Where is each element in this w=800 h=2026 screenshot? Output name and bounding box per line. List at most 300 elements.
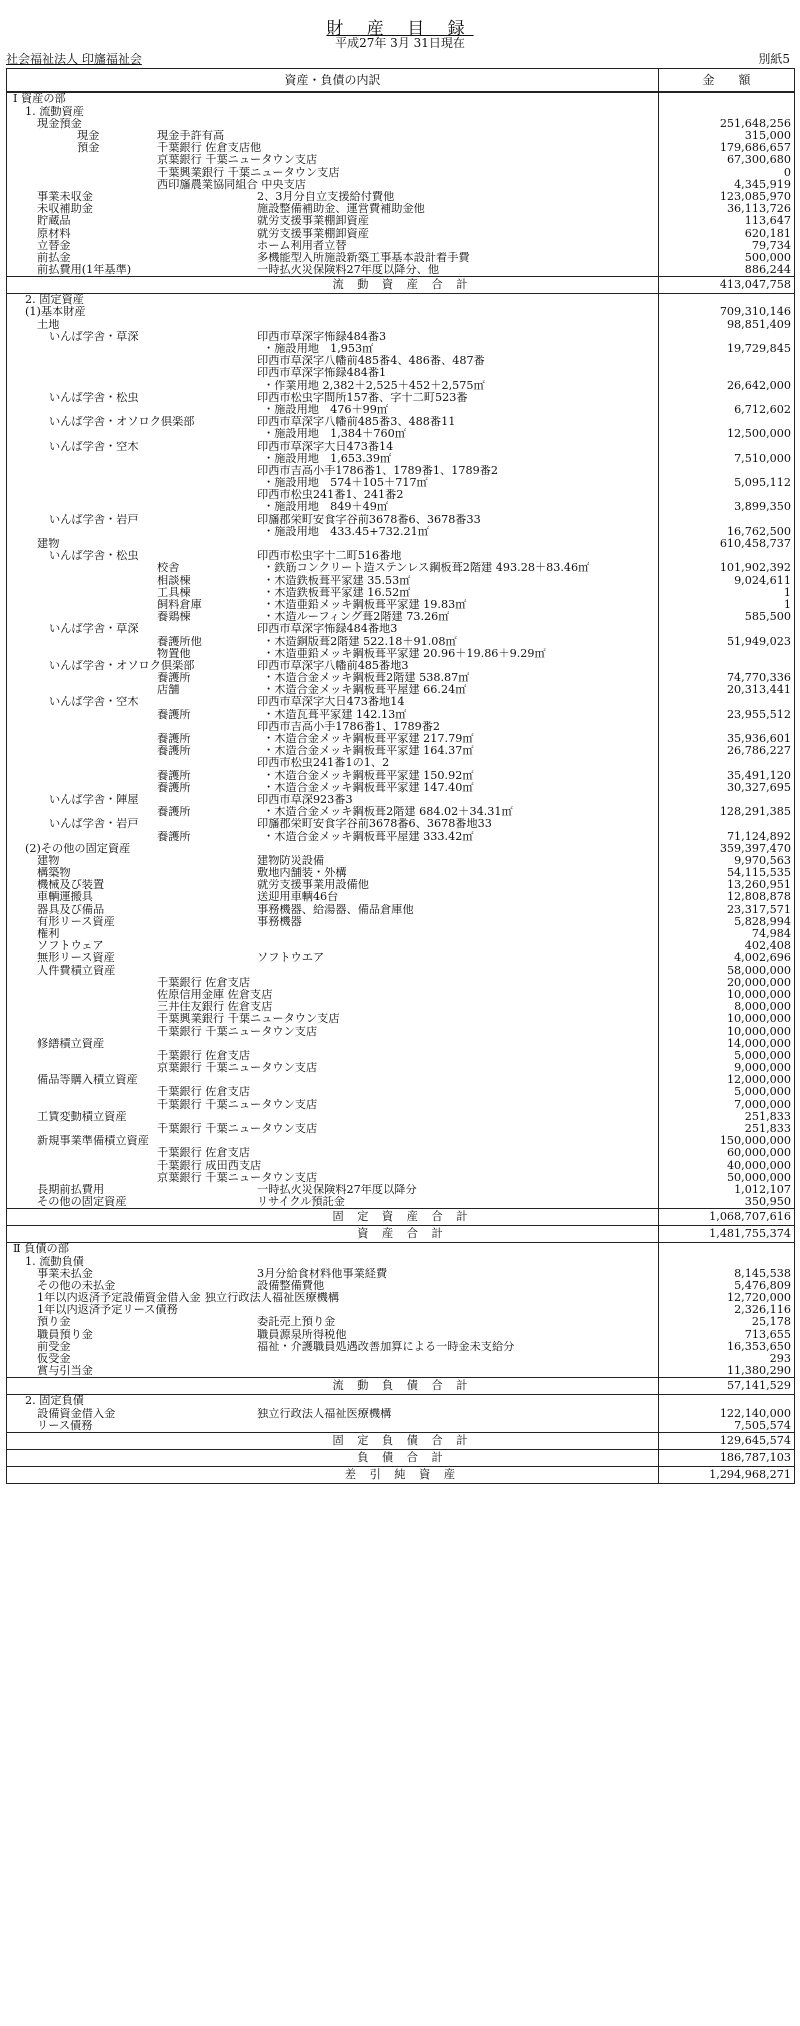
row-label: 立替金 bbox=[37, 239, 71, 251]
row-item-cell bbox=[7, 1365, 659, 1378]
row-amount: 251,648,256 bbox=[659, 117, 795, 129]
row-amount: 610,458,737 bbox=[659, 538, 795, 550]
row-label: 養護所 bbox=[157, 672, 191, 684]
row-label: 1. 流動資産 bbox=[25, 105, 84, 117]
row-amount: 251,833 bbox=[659, 1110, 795, 1122]
row-label: 1年以内返済予定リース債務 bbox=[37, 1304, 178, 1316]
row-amount: 58,000,000 bbox=[659, 964, 795, 976]
row-amount: 20,313,441 bbox=[659, 684, 795, 696]
row-description: 現金手許有高 bbox=[157, 130, 225, 142]
row-label: 2. 固定負債 bbox=[25, 1395, 84, 1407]
table-row bbox=[7, 1037, 795, 1049]
table-row bbox=[7, 647, 795, 659]
table-row bbox=[7, 264, 795, 277]
row-description: 印西市松虫字間所157番、字十二町523番 bbox=[257, 391, 468, 403]
row-amount bbox=[659, 92, 795, 105]
row-item-cell bbox=[7, 538, 659, 550]
row-description: 千葉銀行 千葉ニュータウン支店 bbox=[157, 1098, 318, 1110]
row-label: 養鶏棟 bbox=[157, 611, 191, 623]
row-amount: 402,408 bbox=[659, 940, 795, 952]
row-item-cell bbox=[7, 1316, 659, 1328]
row-item-cell bbox=[7, 1292, 659, 1304]
row-description: ・作業用地 2,382＋2,525＋452＋2,575㎡ bbox=[263, 379, 485, 391]
row-label: ソフトウェア bbox=[37, 940, 104, 952]
row-item-cell bbox=[7, 720, 659, 732]
table-row bbox=[7, 1340, 795, 1352]
table-row bbox=[7, 513, 795, 525]
row-amount: 129,645,574 bbox=[659, 1432, 795, 1449]
row-amount: 5,000,000 bbox=[659, 1049, 795, 1061]
table-row bbox=[7, 1062, 795, 1074]
row-item-cell bbox=[7, 1304, 659, 1316]
table-row bbox=[7, 1419, 795, 1432]
row-amount: 8,145,538 bbox=[659, 1267, 795, 1279]
row-amount: 40,000,000 bbox=[659, 1159, 795, 1171]
row-item-cell bbox=[7, 976, 659, 988]
table-row bbox=[7, 854, 795, 866]
table-row bbox=[7, 842, 795, 854]
row-amount bbox=[659, 696, 795, 708]
row-description: 千葉興業銀行 千葉ニュータウン支店 bbox=[157, 166, 340, 178]
row-item-cell bbox=[7, 178, 659, 190]
row-item-cell bbox=[7, 879, 659, 891]
row-item-cell bbox=[7, 854, 659, 866]
row-label: 賞与引当金 bbox=[37, 1365, 93, 1377]
row-description: ホーム利用者立替 bbox=[257, 239, 347, 251]
row-item-cell bbox=[7, 830, 659, 842]
row-label: 人件費積立資産 bbox=[37, 964, 116, 976]
row-item-cell bbox=[7, 464, 659, 476]
row-description: 千葉銀行 成田西支店 bbox=[157, 1159, 262, 1171]
row-item-cell bbox=[7, 574, 659, 586]
table-row bbox=[7, 720, 795, 732]
row-item-cell bbox=[7, 1110, 659, 1122]
row-item-cell bbox=[7, 903, 659, 915]
row-label: 前受金 bbox=[37, 1340, 71, 1353]
table-row bbox=[7, 1001, 795, 1013]
row-description: ・施設用地 849＋49㎡ bbox=[263, 501, 389, 513]
row-amount: 10,000,000 bbox=[659, 1025, 795, 1037]
row-label: (2)その他の固定資産 bbox=[25, 842, 131, 854]
row-label: 前払費用(1年基準) bbox=[37, 264, 132, 276]
row-item-cell bbox=[7, 757, 659, 769]
table-row bbox=[7, 1242, 795, 1255]
row-label: 飼料倉庫 bbox=[157, 598, 202, 611]
row-item-cell bbox=[7, 477, 659, 489]
table-row bbox=[7, 1292, 795, 1304]
table-row bbox=[7, 574, 795, 586]
table-row bbox=[7, 879, 795, 891]
row-amount: 5,476,809 bbox=[659, 1279, 795, 1291]
row-item-cell bbox=[7, 117, 659, 129]
row-label: 預り金 bbox=[37, 1316, 71, 1328]
row-label: 工具棟 bbox=[157, 586, 191, 598]
row-item-cell bbox=[7, 227, 659, 239]
row-item-cell bbox=[7, 1037, 659, 1049]
table-row bbox=[7, 708, 795, 720]
row-item-cell bbox=[7, 1328, 659, 1340]
row-item-cell bbox=[7, 215, 659, 227]
row-amount: 4,345,919 bbox=[659, 178, 795, 190]
row-description: 千葉銀行 千葉ニュータウン支店 bbox=[157, 1025, 318, 1037]
table-row bbox=[7, 330, 795, 342]
row-amount bbox=[659, 391, 795, 403]
document-title: 財 産 目 録 bbox=[326, 19, 474, 39]
row-description: ・施設用地 1,653.39㎡ bbox=[263, 452, 392, 464]
row-amount: 251,833 bbox=[659, 1123, 795, 1135]
row-description: 印西市草深字怖録484番地3 bbox=[257, 623, 398, 635]
row-item-cell bbox=[7, 306, 659, 318]
row-amount: 186,787,103 bbox=[659, 1449, 795, 1466]
table-row bbox=[7, 1147, 795, 1159]
table-row bbox=[7, 818, 795, 830]
row-description: ・木造合金メッキ鋼板葺平家建 150.92㎡ bbox=[263, 769, 474, 781]
table-row bbox=[7, 178, 795, 190]
row-item-cell bbox=[7, 1049, 659, 1061]
row-label: 物置他 bbox=[157, 647, 191, 659]
row-item-cell bbox=[7, 1074, 659, 1086]
row-description: 印西市草深字怖録484番1 bbox=[257, 367, 387, 379]
table-row bbox=[7, 659, 795, 671]
table-row bbox=[7, 1049, 795, 1061]
row-amount bbox=[659, 513, 795, 525]
row-item-cell bbox=[7, 745, 659, 757]
row-amount: 5,095,112 bbox=[659, 477, 795, 489]
row-item-cell bbox=[7, 550, 659, 562]
row-amount: 709,310,146 bbox=[659, 306, 795, 318]
row-description: 印西市草深字八幡前485番3、488番11 bbox=[257, 416, 456, 428]
row-label: 無形リース資産 bbox=[37, 952, 115, 964]
row-amount: 10,000,000 bbox=[659, 989, 795, 1001]
table-row bbox=[7, 464, 795, 476]
row-label: その他の固定資産 bbox=[37, 1196, 127, 1208]
table-row bbox=[7, 891, 795, 903]
row-label: いんば学舎・草深 bbox=[49, 623, 139, 635]
row-description: 福祉・介護職員処遇改善加算による一時金未支給分 bbox=[257, 1340, 515, 1353]
row-item-cell: 負 債 合 計 bbox=[7, 1449, 659, 1466]
row-amount: 16,762,500 bbox=[659, 525, 795, 537]
row-item-cell bbox=[7, 1086, 659, 1098]
row-item-cell bbox=[7, 635, 659, 647]
row-description: ・施設用地 1,953㎡ bbox=[263, 343, 374, 355]
table-row bbox=[7, 525, 795, 537]
row-label: いんば学舎・空木 bbox=[49, 440, 139, 452]
row-item-cell bbox=[7, 806, 659, 818]
row-description: 職員源泉所得税他 bbox=[257, 1328, 347, 1340]
row-amount: 9,024,611 bbox=[659, 574, 795, 586]
row-amount bbox=[659, 416, 795, 428]
row-item-cell bbox=[7, 1135, 659, 1147]
row-description: 3月分給食材料他事業経費 bbox=[257, 1267, 388, 1279]
table-row bbox=[7, 538, 795, 550]
row-amount: 12,808,878 bbox=[659, 891, 795, 903]
row-description: 千葉銀行 佐倉支店 bbox=[157, 1147, 251, 1159]
row-amount: 1 bbox=[659, 599, 795, 611]
row-description: 印旛郡栄町安食字谷前3678番6、3678番地33 bbox=[257, 818, 492, 830]
table-row bbox=[7, 940, 795, 952]
row-amount: 413,047,758 bbox=[659, 276, 795, 293]
row-label: いんば学舎・岩戸 bbox=[49, 818, 139, 830]
table-row bbox=[7, 964, 795, 976]
row-item-cell bbox=[7, 1001, 659, 1013]
row-amount: 14,000,000 bbox=[659, 1037, 795, 1049]
table-row bbox=[7, 1159, 795, 1171]
row-item-cell bbox=[7, 239, 659, 251]
row-amount: 5,000,000 bbox=[659, 1086, 795, 1098]
row-description: 京葉銀行 千葉ニュータウン支店 bbox=[157, 154, 318, 166]
table-row bbox=[7, 343, 795, 355]
row-amount: 23,317,571 bbox=[659, 903, 795, 915]
table-row bbox=[7, 806, 795, 818]
row-item-cell bbox=[7, 355, 659, 367]
row-amount: 1,012,107 bbox=[659, 1184, 795, 1196]
row-amount bbox=[659, 550, 795, 562]
row-item-cell bbox=[7, 562, 659, 574]
total-row bbox=[7, 1432, 795, 1449]
table-row bbox=[7, 952, 795, 964]
row-item-cell bbox=[7, 623, 659, 635]
row-item-cell bbox=[7, 1013, 659, 1025]
row-label: Ⅰ 資産の部 bbox=[13, 93, 66, 105]
document-date: 平成27年 3月 31日現在 bbox=[335, 36, 465, 50]
row-amount bbox=[659, 623, 795, 635]
row-label: 仮受金 bbox=[37, 1353, 71, 1365]
row-label: 建物 bbox=[37, 538, 60, 550]
row-item-cell bbox=[7, 264, 659, 277]
row-description: 印西市松虫241番1、241番2 bbox=[257, 489, 404, 501]
table-row bbox=[7, 1365, 795, 1378]
row-amount: 67,300,680 bbox=[659, 154, 795, 166]
table-row bbox=[7, 105, 795, 117]
row-description: ・木造合金メッキ鋼板葺平屋建 333.42㎡ bbox=[263, 830, 474, 842]
row-description: 敷地内舗装・外構 bbox=[257, 867, 347, 879]
row-label: 貯蔵品 bbox=[37, 215, 71, 227]
table-row bbox=[7, 867, 795, 879]
row-item-cell bbox=[7, 440, 659, 452]
row-label: 店舗 bbox=[157, 684, 180, 696]
row-amount: 26,642,000 bbox=[659, 379, 795, 391]
row-amount bbox=[659, 367, 795, 379]
row-item-cell bbox=[7, 989, 659, 1001]
row-label: 事業未払金 bbox=[37, 1267, 93, 1279]
row-description: ・鉄筋コンクリート造ステンレス鋼板葺2階建 493.28＋83.46㎡ bbox=[263, 562, 590, 574]
table-row bbox=[7, 452, 795, 464]
row-amount: 74,984 bbox=[659, 928, 795, 940]
row-item-cell bbox=[7, 781, 659, 793]
total-row bbox=[7, 1449, 795, 1466]
row-description: 送迎用車輌46台 bbox=[257, 891, 339, 903]
row-item-cell: 差 引 純 資 産 bbox=[7, 1466, 659, 1483]
table-row bbox=[7, 117, 795, 129]
row-amount: 12,500,000 bbox=[659, 428, 795, 440]
row-description: 京葉銀行 千葉ニュータウン支店 bbox=[157, 1062, 318, 1074]
row-label: いんば学舎・草深 bbox=[49, 330, 139, 343]
row-item-cell bbox=[7, 1394, 659, 1407]
row-description: 西印旛農業協同組合 中央支店 bbox=[157, 178, 306, 190]
row-description: リサイクル預託金 bbox=[257, 1196, 345, 1208]
row-description: 千葉銀行 佐倉支店 bbox=[157, 1086, 251, 1098]
row-amount: 10,000,000 bbox=[659, 1013, 795, 1025]
row-description: 千葉銀行 佐倉支店他 bbox=[157, 142, 262, 154]
row-item-cell bbox=[7, 1159, 659, 1171]
total-row bbox=[7, 1225, 795, 1242]
row-amount: 71,124,892 bbox=[659, 830, 795, 842]
row-item-cell bbox=[7, 1267, 659, 1279]
table-row bbox=[7, 130, 795, 142]
row-description: 印西市草深字大日473番地14 bbox=[257, 696, 405, 708]
row-amount: 9,000,000 bbox=[659, 1062, 795, 1074]
table-row bbox=[7, 501, 795, 513]
row-item-cell: 流 動 資 産 合 計 bbox=[7, 276, 659, 293]
row-description: 印西市吉高小手1786番1、1789番1、1789番2 bbox=[257, 464, 499, 477]
row-amount: 60,000,000 bbox=[659, 1147, 795, 1159]
row-label: 職員預り金 bbox=[37, 1328, 93, 1340]
row-description: ・木造瓦葺平家建 142.13㎡ bbox=[263, 708, 407, 720]
row-amount: 8,000,000 bbox=[659, 1001, 795, 1013]
row-amount: 35,936,601 bbox=[659, 733, 795, 745]
table-row bbox=[7, 191, 795, 203]
row-item-cell bbox=[7, 92, 659, 105]
row-label: 校舎 bbox=[157, 562, 180, 574]
row-amount: 1 bbox=[659, 586, 795, 598]
row-amount: 9,970,563 bbox=[659, 854, 795, 866]
row-item-cell bbox=[7, 1062, 659, 1074]
total-row bbox=[7, 1466, 795, 1483]
row-amount bbox=[659, 1242, 795, 1255]
table-row bbox=[7, 477, 795, 489]
row-item-cell bbox=[7, 452, 659, 464]
row-label: いんば学舎・オソロク倶楽部 bbox=[49, 659, 195, 672]
row-label: (1)基本財産 bbox=[25, 306, 86, 318]
row-label: 前払金 bbox=[37, 251, 71, 264]
row-label: 土地 bbox=[37, 318, 60, 330]
row-label: 建物 bbox=[37, 854, 60, 867]
row-amount: 113,647 bbox=[659, 215, 795, 227]
row-label: リース債務 bbox=[37, 1419, 93, 1431]
row-item-cell bbox=[7, 940, 659, 952]
row-label: いんば学舎・陣屋 bbox=[49, 793, 139, 806]
row-item-cell bbox=[7, 379, 659, 391]
row-amount: 98,851,409 bbox=[659, 318, 795, 330]
row-item-cell bbox=[7, 330, 659, 342]
row-label: 原材料 bbox=[37, 227, 71, 239]
row-label: いんば学舎・松虫 bbox=[49, 550, 139, 562]
table-row bbox=[7, 379, 795, 391]
row-description: 千葉興業銀行 千葉ニュータウン支店 bbox=[157, 1013, 340, 1025]
table-row bbox=[7, 611, 795, 623]
row-amount: 585,500 bbox=[659, 611, 795, 623]
row-description: 印西市松虫241番1の1、2 bbox=[257, 757, 390, 769]
table-row bbox=[7, 1407, 795, 1419]
row-item-cell bbox=[7, 867, 659, 879]
table-row bbox=[7, 1184, 795, 1196]
row-amount: 7,510,000 bbox=[659, 452, 795, 464]
row-item-cell bbox=[7, 611, 659, 623]
row-item-cell bbox=[7, 1419, 659, 1432]
header-item: 資産・負債の内訳 bbox=[7, 69, 659, 93]
row-item-cell bbox=[7, 1407, 659, 1419]
row-amount: 6,712,602 bbox=[659, 404, 795, 416]
table-row bbox=[7, 757, 795, 769]
row-amount: 5,828,994 bbox=[659, 915, 795, 927]
row-description: 事務機器 bbox=[257, 915, 302, 928]
row-item-cell bbox=[7, 1123, 659, 1135]
table-row bbox=[7, 355, 795, 367]
row-label: 有形リース資産 bbox=[37, 915, 115, 928]
row-label: いんば学舎・オソロク倶楽部 bbox=[49, 416, 195, 428]
row-label: 権利 bbox=[37, 928, 60, 940]
row-label: 工賃変動積立資産 bbox=[37, 1110, 127, 1123]
row-label: 1年以内返済予定設備資金借入金 bbox=[37, 1292, 201, 1304]
row-item-cell bbox=[7, 191, 659, 203]
table-row bbox=[7, 1074, 795, 1086]
table-row bbox=[7, 92, 795, 105]
row-description: ・施設用地 476＋99㎡ bbox=[263, 403, 389, 416]
table-row bbox=[7, 599, 795, 611]
table-row bbox=[7, 203, 795, 215]
row-amount: 315,000 bbox=[659, 130, 795, 142]
row-label: いんば学舎・松虫 bbox=[49, 391, 139, 403]
row-label: 新規事業準備積立資産 bbox=[37, 1135, 149, 1147]
row-description: ・木造合金メッキ鋼板葺平家建 147.40㎡ bbox=[263, 781, 474, 793]
table-row bbox=[7, 215, 795, 227]
annex-label: 別紙5 bbox=[758, 52, 790, 66]
row-amount: 51,949,023 bbox=[659, 635, 795, 647]
row-amount: 1,068,707,616 bbox=[659, 1208, 795, 1225]
row-label: 養護所 bbox=[157, 769, 191, 781]
row-item-cell bbox=[7, 142, 659, 154]
row-description: ・木造亜鉛メッキ鋼板葺平家建 20.96＋19.86＋9.29㎡ bbox=[263, 647, 546, 659]
row-description: 印西市草深字八幡前485番地3 bbox=[257, 659, 409, 672]
row-label: 養護所 bbox=[157, 745, 191, 757]
table-row bbox=[7, 1255, 795, 1267]
table-row bbox=[7, 391, 795, 403]
row-label: いんば学舎・空木 bbox=[49, 696, 139, 708]
row-description: 多機能型入所施設新築工事基本設計着手費 bbox=[257, 251, 470, 264]
table-row bbox=[7, 166, 795, 178]
row-amount: 122,140,000 bbox=[659, 1407, 795, 1419]
row-label: 事業未収金 bbox=[37, 190, 93, 203]
row-amount: 20,000,000 bbox=[659, 976, 795, 988]
row-amount: 1,294,968,271 bbox=[659, 1466, 795, 1483]
row-label: 未収補助金 bbox=[37, 203, 93, 215]
row-label: 車輌運搬具 bbox=[37, 891, 93, 903]
row-amount: 359,397,470 bbox=[659, 842, 795, 854]
row-amount: 11,380,290 bbox=[659, 1365, 795, 1378]
table-row bbox=[7, 794, 795, 806]
table-row bbox=[7, 306, 795, 318]
row-amount: 12,720,000 bbox=[659, 1292, 795, 1304]
row-item-cell bbox=[7, 1196, 659, 1209]
row-amount bbox=[659, 1255, 795, 1267]
row-item-cell bbox=[7, 696, 659, 708]
row-description: ・木造亜鉛メッキ鋼板葺平家建 19.83㎡ bbox=[263, 598, 467, 611]
row-amount: 12,000,000 bbox=[659, 1074, 795, 1086]
row-label: 養護所 bbox=[157, 830, 191, 842]
row-item-cell bbox=[7, 1025, 659, 1037]
row-description: ・木造合金メッキ鋼板葺平屋建 66.24㎡ bbox=[263, 684, 467, 696]
table-row bbox=[7, 367, 795, 379]
table-row bbox=[7, 1135, 795, 1147]
row-label: 現金預金 bbox=[37, 117, 82, 130]
row-description: ・木造合金メッキ鋼板葺2階建 538.87㎡ bbox=[263, 672, 470, 684]
table-row bbox=[7, 489, 795, 501]
table-row bbox=[7, 142, 795, 154]
table-row bbox=[7, 1171, 795, 1183]
row-description: 三井住友銀行 佐倉支店 bbox=[157, 1001, 273, 1013]
row-description: 印西市草深923番3 bbox=[257, 793, 353, 806]
row-label: 機械及び装置 bbox=[37, 879, 105, 891]
